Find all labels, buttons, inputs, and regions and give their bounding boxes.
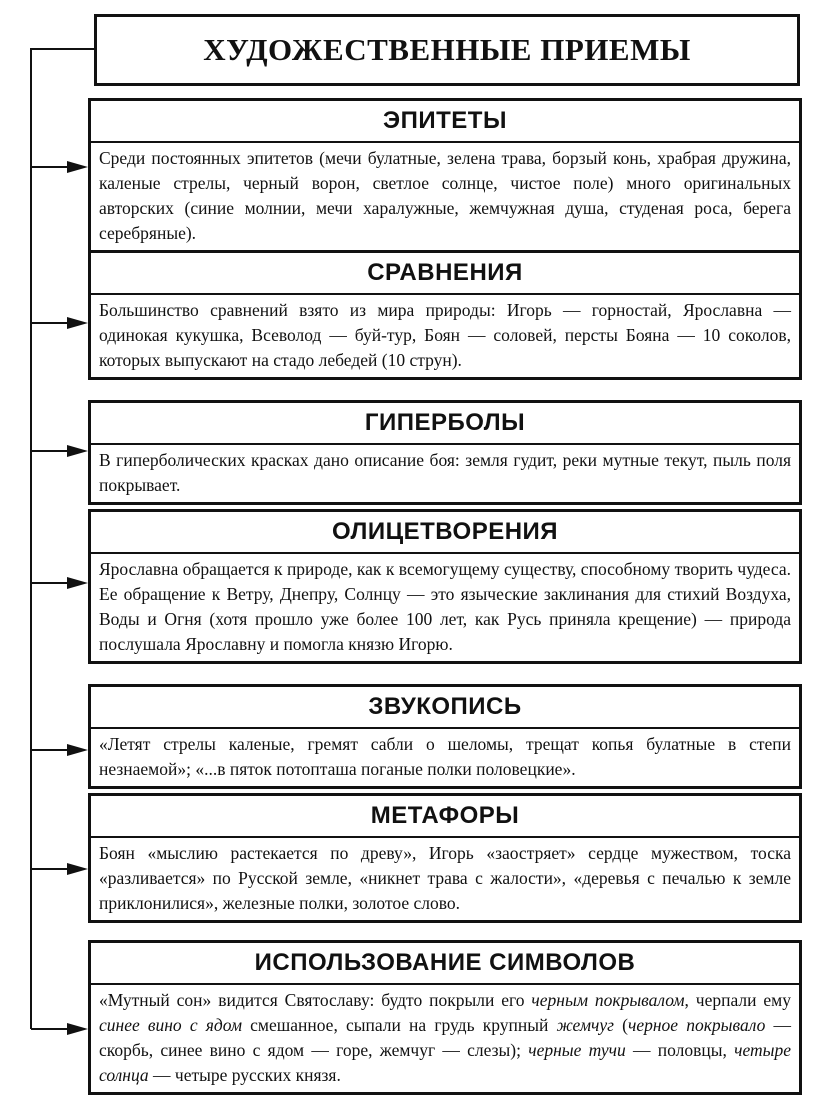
symbol-term: черным покрывалом <box>531 990 685 1010</box>
section-heading: МЕТАФОРЫ <box>91 796 799 838</box>
symbol-term: черные тучи <box>528 1040 626 1060</box>
arrow-icon <box>31 576 88 590</box>
arrow-icon <box>31 444 88 458</box>
section-metaphors <box>88 793 802 923</box>
arrow-icon <box>31 160 88 174</box>
section-personifications <box>88 509 802 664</box>
title-connector <box>30 48 94 50</box>
connector-line <box>30 49 32 1029</box>
section-epithets <box>88 98 802 253</box>
section-text: Ярославна обращается к природе, как к всемогущему существу, способному творить чудеса. Ее обращение к Ветру, Днепру, Солнцу — это языческие заклинания для стихий Воздуха, Воды и Огня (хотя прошло уже более 100 лет, как Русь приняла крещение) — природа послушала Ярославну и помогла князю Игорю. <box>99 559 791 654</box>
symbol-text: смешанное, сыпали на грудь крупный <box>241 1015 557 1035</box>
section-text: В гиперболических красках дано описание боя: земля гудит, реки мутные текут, пыль поля покрывает. <box>99 450 791 495</box>
arrow-icon <box>31 1022 88 1036</box>
symbol-text: — скорбь, синее вино с ядом — горе, жемчуг — слезы); <box>99 1015 791 1060</box>
section-symbols <box>88 940 802 1095</box>
arrow-icon <box>31 316 88 330</box>
section-text: Боян «мыслию растекается по древу», Игорь «заостряет» сердце мужеством, тоска «разливается» по Русской земле, «никнет трава с жалости», «деревья с печалью к земле приклонилися», железные полки, золотое слово. <box>99 843 791 913</box>
symbol-text: «Мутный сон» видится Святославу: будто покрыли его <box>99 990 532 1010</box>
section-text <box>91 985 799 1092</box>
section-text: «Летят стрелы каленые, гремят сабли о шеломы, трещат копья булатные в степи незнаемой»; «...в пяток потопташа поганые полки половецкие». <box>99 734 791 779</box>
section-comparisons <box>88 250 802 380</box>
section-heading: СРАВНЕНИЯ <box>91 253 799 295</box>
symbol-text: ( <box>614 1015 628 1035</box>
section-sound-writing <box>88 684 802 789</box>
symbol-term: черное покрывало <box>627 1015 766 1035</box>
symbol-text: — половцы, <box>625 1040 735 1060</box>
section-text: Большинство сравнений взято из мира природы: Игорь — горностай, Ярославна — одинокая кукушка, Всеволод — буй-тур, Боян — соловей, персты Бояна — 10 соколов, которых выпускают на стадо лебедей (10 струн). <box>99 300 791 370</box>
section-heading: ЗВУКОПИСЬ <box>91 687 799 729</box>
section-heading: ЭПИТЕТЫ <box>91 101 799 143</box>
symbol-text: , черпали ему <box>684 990 791 1010</box>
arrow-icon <box>31 862 88 876</box>
section-heading: ОЛИЦЕТВОРЕНИЯ <box>91 512 799 554</box>
symbol-term: жемчуг <box>556 1015 614 1035</box>
arrow-icon <box>31 743 88 757</box>
section-hyperboles <box>88 400 802 505</box>
diagram-title-box <box>94 14 800 86</box>
symbol-term: четыре солнца <box>99 1040 791 1085</box>
symbol-text: — четыре русских князя. <box>148 1065 341 1085</box>
symbol-term: синее вино с ядом <box>99 1015 242 1035</box>
diagram-title: ХУДОЖЕСТВЕННЫЕ ПРИЕМЫ <box>203 32 691 67</box>
section-heading: ИСПОЛЬЗОВАНИЕ СИМВОЛОВ <box>91 943 799 985</box>
section-heading: ГИПЕРБОЛЫ <box>91 403 799 445</box>
section-text: Среди постоянных эпитетов (мечи булатные, зелена трава, борзый конь, храбрая дружина, каленые стрелы, черный ворон, светлое солнце, чистое поле) много оригинальных авторских (синие молнии, мечи харалужные, жемчужная душа, студеная роса, берега серебряные). <box>99 148 791 243</box>
